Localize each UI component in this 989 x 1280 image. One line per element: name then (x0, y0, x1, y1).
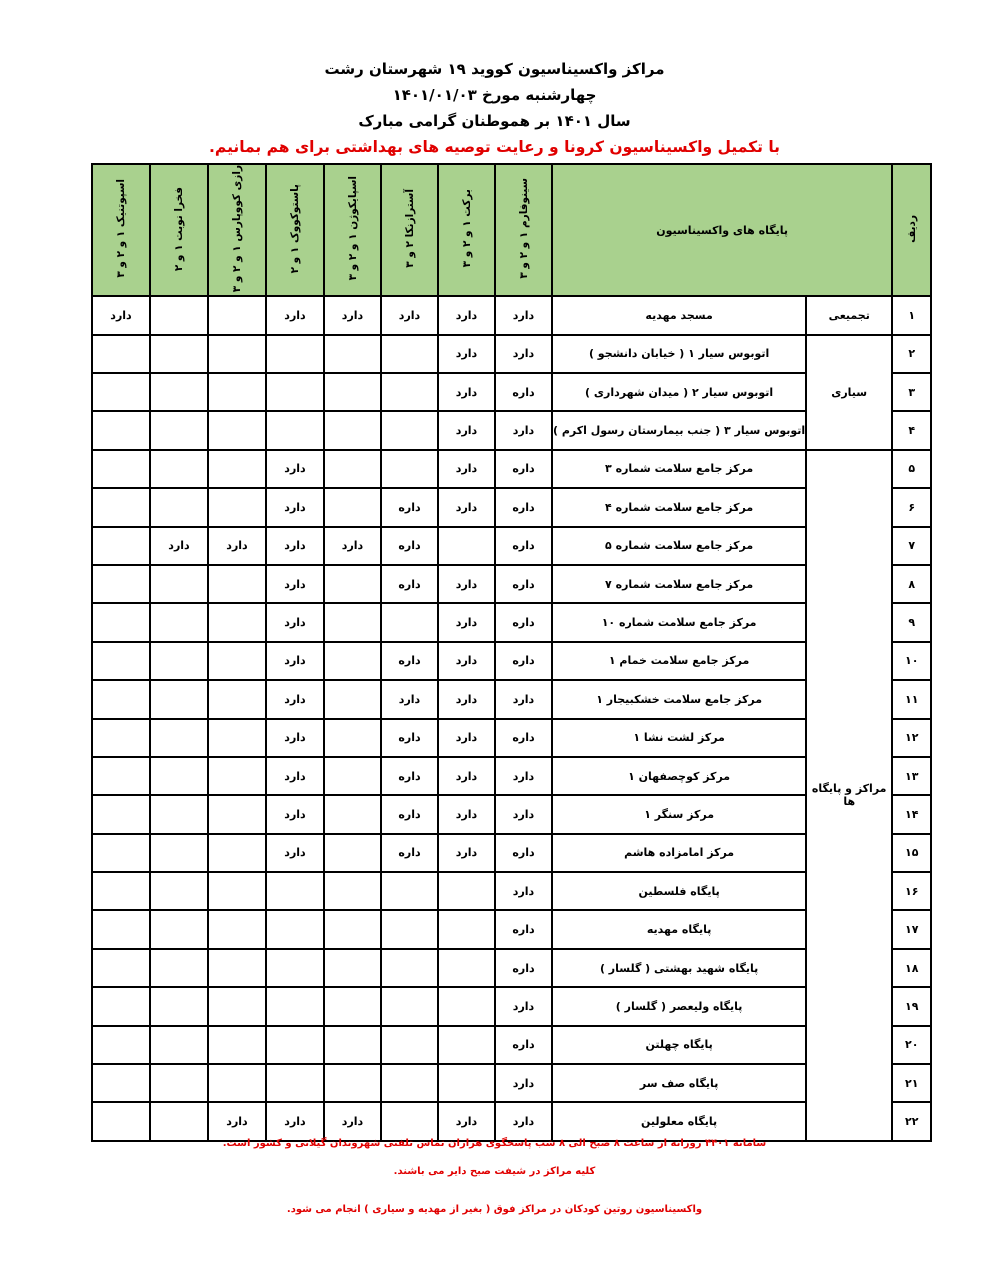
vaccine-availability-cell: داره (495, 642, 552, 680)
vaccine-availability-cell (150, 795, 208, 833)
table-row (92, 910, 931, 948)
vaccine-availability-cell (324, 680, 381, 718)
header-vaccine: فخرا نوبت ۱ و ۲ (150, 164, 208, 296)
vaccine-availability-cell (208, 872, 266, 910)
vaccine-availability-cell: داره (495, 527, 552, 565)
vaccine-availability-cell: داره (381, 757, 438, 795)
vaccine-availability-cell (150, 719, 208, 757)
vaccine-availability-cell (208, 296, 266, 334)
header-vaccine: اسپوتنیک ۱ و ۲ و ۳ (92, 164, 150, 296)
vaccine-availability-cell: دارد (495, 335, 552, 373)
vaccine-availability-cell (266, 411, 324, 449)
vaccine-availability-cell (92, 1026, 150, 1064)
vaccine-availability-cell: دارد (438, 335, 495, 373)
vaccine-availability-cell (324, 373, 381, 411)
vaccine-availability-cell (381, 1102, 438, 1140)
header-vaccine: رازی کووپارس ۱ و ۲ و ۳ (208, 164, 266, 296)
vaccine-availability-cell (208, 488, 266, 526)
vaccine-availability-cell (150, 411, 208, 449)
vaccine-availability-cell: داره (495, 1026, 552, 1064)
title-slogan: با تکمیل واکسیناسیون کرونا و رعایت توصیه های بهداشتی برای هم بمانیم. (209, 138, 780, 156)
vaccination-centers-table (91, 163, 932, 1142)
vaccine-availability-cell (92, 642, 150, 680)
vaccine-availability-cell: دارد (438, 642, 495, 680)
vaccine-availability-cell: داره (495, 450, 552, 488)
vaccine-availability-cell: دارد (495, 411, 552, 449)
vaccine-availability-cell (92, 1102, 150, 1140)
group-label: تجمیعی (806, 296, 892, 334)
vaccine-availability-cell (324, 603, 381, 641)
vaccine-availability-cell (150, 603, 208, 641)
table-row (92, 1102, 931, 1140)
table-row (92, 757, 931, 795)
vaccine-availability-cell: دارد (266, 1102, 324, 1140)
table-row (92, 373, 931, 411)
vaccine-availability-cell (92, 565, 150, 603)
vaccine-availability-cell: دارد (381, 296, 438, 334)
row-index: ۲۲ (892, 1102, 931, 1140)
row-index: ۸ (892, 565, 931, 603)
center-name: مرکز سنگر ۱ (552, 795, 806, 833)
vaccine-availability-cell (381, 450, 438, 488)
vaccine-availability-cell (150, 757, 208, 795)
vaccine-availability-cell: داره (495, 373, 552, 411)
vaccine-availability-cell: دارد (438, 296, 495, 334)
table-row (92, 987, 931, 1025)
vaccine-availability-cell: دارد (266, 565, 324, 603)
vaccine-availability-cell (324, 872, 381, 910)
footer-note-children: واکسیناسیون روتین کودکان در مراکز فوق ( بغیر از مهدیه و سیاری ) انجام می شود. (286, 1204, 703, 1215)
row-index: ۱۴ (892, 795, 931, 833)
vaccine-availability-cell: دارد (495, 1102, 552, 1140)
vaccine-availability-cell (208, 987, 266, 1025)
footer-note-shift: کلیه مراکز در شیفت صبح دایر می باشند. (393, 1166, 596, 1177)
vaccine-availability-cell (381, 1026, 438, 1064)
table-row (92, 450, 931, 488)
vaccine-availability-cell: داره (495, 565, 552, 603)
vaccine-availability-cell: دارد (438, 411, 495, 449)
vaccine-availability-cell: داره (381, 834, 438, 872)
vaccine-availability-cell (208, 1064, 266, 1102)
vaccine-availability-cell (438, 949, 495, 987)
vaccine-availability-cell (208, 373, 266, 411)
vaccine-availability-cell (150, 1026, 208, 1064)
vaccine-availability-cell (208, 450, 266, 488)
vaccine-availability-cell: دارد (438, 488, 495, 526)
vaccine-availability-cell (324, 987, 381, 1025)
vaccine-availability-cell (266, 949, 324, 987)
table-row (92, 1026, 931, 1064)
center-name: مرکز جامع سلامت شماره ۷ (552, 565, 806, 603)
center-name: مرکز جامع سلامت شماره ۵ (552, 527, 806, 565)
vaccine-availability-cell (438, 910, 495, 948)
vaccine-availability-cell (324, 1064, 381, 1102)
center-name: مسجد مهدیه (552, 296, 806, 334)
vaccine-availability-cell: دارد (495, 1064, 552, 1102)
vaccine-availability-cell (324, 488, 381, 526)
vaccine-availability-cell (92, 872, 150, 910)
vaccine-availability-cell (324, 565, 381, 603)
center-name: پایگاه معلولین (552, 1102, 806, 1140)
row-index: ۳ (892, 373, 931, 411)
vaccine-availability-cell (324, 834, 381, 872)
vaccine-availability-cell (208, 1026, 266, 1064)
vaccine-availability-cell (381, 411, 438, 449)
vaccine-availability-cell: دارد (324, 527, 381, 565)
vaccine-availability-cell: دارد (266, 296, 324, 334)
center-name: پایگاه چهلتن (552, 1026, 806, 1064)
vaccine-availability-cell (324, 795, 381, 833)
group-label: سیاری (806, 335, 892, 450)
vaccine-availability-cell (92, 488, 150, 526)
vaccine-availability-cell (208, 795, 266, 833)
vaccine-availability-cell (150, 987, 208, 1025)
vaccine-availability-cell: دارد (495, 795, 552, 833)
row-index: ۱۲ (892, 719, 931, 757)
center-name: مرکز جامع سلامت خمام ۱ (552, 642, 806, 680)
center-name: پایگاه ولیعصر ( گلسار ) (552, 987, 806, 1025)
vaccine-availability-cell (92, 603, 150, 641)
table-row (92, 872, 931, 910)
vaccine-availability-cell (208, 949, 266, 987)
vaccine-availability-cell: داره (381, 795, 438, 833)
row-index: ۹ (892, 603, 931, 641)
center-name: اتوبوس سیار ۲ ( میدان شهرداری ) (552, 373, 806, 411)
header-index: ردیف (892, 164, 931, 296)
vaccine-availability-cell (92, 527, 150, 565)
vaccine-availability-cell (150, 949, 208, 987)
center-name: مرکز جامع سلامت خشکبیجار ۱ (552, 680, 806, 718)
row-index: ۲۱ (892, 1064, 931, 1102)
table-row (92, 565, 931, 603)
table-row (92, 949, 931, 987)
vaccine-availability-cell: دارد (438, 757, 495, 795)
vaccine-availability-cell (150, 910, 208, 948)
vaccine-availability-cell (324, 910, 381, 948)
row-index: ۱۰ (892, 642, 931, 680)
vaccine-availability-cell (381, 1064, 438, 1102)
vaccine-availability-cell (381, 603, 438, 641)
vaccine-availability-cell: دارد (266, 603, 324, 641)
vaccine-availability-cell (92, 680, 150, 718)
center-name: مرکز لشت نشا ۱ (552, 719, 806, 757)
vaccine-availability-cell (381, 872, 438, 910)
vaccine-availability-cell (92, 1064, 150, 1102)
table-row (92, 642, 931, 680)
vaccine-availability-cell (266, 373, 324, 411)
vaccine-availability-cell (150, 335, 208, 373)
vaccine-availability-cell (324, 757, 381, 795)
vaccine-availability-cell (438, 987, 495, 1025)
vaccine-availability-cell: دارد (495, 872, 552, 910)
vaccine-availability-cell: داره (381, 719, 438, 757)
vaccine-availability-cell: داره (495, 488, 552, 526)
center-name: اتوبوس سیار ۳ ( جنب بیمارستان رسول اکرم ) (552, 411, 806, 449)
vaccine-availability-cell (266, 335, 324, 373)
vaccine-availability-cell (92, 757, 150, 795)
vaccine-availability-cell: دارد (438, 373, 495, 411)
vaccine-availability-cell (208, 834, 266, 872)
vaccine-availability-cell (324, 1026, 381, 1064)
vaccine-availability-cell (150, 642, 208, 680)
center-name: مرکز جامع سلامت شماره ۴ (552, 488, 806, 526)
title-date: چهارشنبه مورخ ۱۴۰۱/۰۱/۰۳ (392, 86, 597, 104)
vaccine-availability-cell (208, 757, 266, 795)
vaccine-availability-cell: دارد (438, 834, 495, 872)
row-index: ۱۱ (892, 680, 931, 718)
vaccine-availability-cell (381, 910, 438, 948)
vaccine-availability-cell: دارد (381, 680, 438, 718)
vaccine-availability-cell: دارد (266, 719, 324, 757)
vaccine-availability-cell (208, 603, 266, 641)
vaccine-availability-cell (92, 949, 150, 987)
footer-note-hotline: سامانه ۴۴۰۱ روزانه از ساعت ۸ صبح الی ۸ شب پاسخگوی هزاران تماس تلفنی شهروندان گیلانی و کشور است. (222, 1138, 767, 1149)
vaccine-availability-cell (150, 488, 208, 526)
vaccine-availability-cell (266, 872, 324, 910)
center-name: پایگاه فلسطین (552, 872, 806, 910)
vaccine-availability-cell (92, 335, 150, 373)
row-index: ۵ (892, 450, 931, 488)
vaccine-availability-cell: داره (381, 642, 438, 680)
vaccine-availability-cell: دارد (495, 296, 552, 334)
vaccine-availability-cell (438, 1064, 495, 1102)
vaccine-availability-cell: داره (381, 488, 438, 526)
header-vaccine: پاستوکووک ۱ و ۲ (266, 164, 324, 296)
center-name: پایگاه مهدیه (552, 910, 806, 948)
vaccine-availability-cell: دارد (266, 834, 324, 872)
row-index: ۴ (892, 411, 931, 449)
table-row (92, 795, 931, 833)
vaccine-availability-cell: دارد (438, 603, 495, 641)
vaccine-availability-cell: دارد (150, 527, 208, 565)
vaccine-availability-cell (266, 1064, 324, 1102)
center-name: مرکز جامع سلامت شماره ۳ (552, 450, 806, 488)
table-row (92, 680, 931, 718)
vaccine-availability-cell (150, 1064, 208, 1102)
vaccine-availability-cell (92, 450, 150, 488)
table-row (92, 603, 931, 641)
vaccine-availability-cell (150, 296, 208, 334)
vaccine-availability-cell: دارد (266, 680, 324, 718)
row-index: ۲ (892, 335, 931, 373)
vaccine-availability-cell (150, 373, 208, 411)
vaccine-availability-cell (381, 949, 438, 987)
center-name: اتوبوس سیار ۱ ( خیابان دانشجو ) (552, 335, 806, 373)
vaccine-availability-cell (324, 450, 381, 488)
row-index: ۱۶ (892, 872, 931, 910)
vaccine-availability-cell: دارد (266, 488, 324, 526)
vaccine-availability-cell (208, 680, 266, 718)
vaccine-availability-cell (150, 1102, 208, 1140)
vaccine-availability-cell (150, 680, 208, 718)
vaccine-availability-cell (438, 1026, 495, 1064)
vaccine-availability-cell (150, 834, 208, 872)
vaccine-availability-cell (438, 527, 495, 565)
vaccine-availability-cell (92, 719, 150, 757)
row-index: ۱۹ (892, 987, 931, 1025)
vaccine-availability-cell (266, 987, 324, 1025)
vaccine-availability-cell (92, 411, 150, 449)
center-name: پایگاه صف سر (552, 1064, 806, 1102)
center-name: مرکز امامزاده هاشم (552, 834, 806, 872)
vaccine-availability-cell (92, 987, 150, 1025)
vaccine-availability-cell: داره (495, 949, 552, 987)
vaccine-availability-cell: دارد (92, 296, 150, 334)
vaccine-availability-cell: داره (381, 527, 438, 565)
vaccine-availability-cell: داره (381, 565, 438, 603)
header-vaccine: برکت ۱ و ۲ و ۳ (438, 164, 495, 296)
vaccine-availability-cell (324, 642, 381, 680)
table-row (92, 834, 931, 872)
row-index: ۲۰ (892, 1026, 931, 1064)
vaccine-availability-cell (266, 1026, 324, 1064)
header-vaccine: سینوفارم ۱ و ۲ و ۳ (495, 164, 552, 296)
vaccine-availability-cell (324, 411, 381, 449)
vaccine-availability-cell (208, 565, 266, 603)
row-index: ۱۳ (892, 757, 931, 795)
table-row (92, 335, 931, 373)
vaccine-availability-cell (324, 719, 381, 757)
vaccine-availability-cell: دارد (438, 795, 495, 833)
vaccine-availability-cell: دارد (266, 450, 324, 488)
vaccine-availability-cell: دارد (266, 642, 324, 680)
center-name: مرکز جامع سلامت شماره ۱۰ (552, 603, 806, 641)
vaccine-availability-cell: دارد (438, 450, 495, 488)
vaccine-availability-cell (266, 910, 324, 948)
vaccine-availability-cell (92, 373, 150, 411)
row-index: ۱۵ (892, 834, 931, 872)
table-row (92, 1064, 931, 1102)
center-name: مرکز کوچصفهان ۱ (552, 757, 806, 795)
vaccine-availability-cell (208, 719, 266, 757)
vaccine-availability-cell: دارد (266, 757, 324, 795)
vaccine-availability-cell: دارد (438, 719, 495, 757)
table-row (92, 411, 931, 449)
table-row (92, 527, 931, 565)
vaccine-availability-cell: داره (495, 834, 552, 872)
vaccine-availability-cell: دارد (438, 1102, 495, 1140)
vaccine-availability-cell (208, 910, 266, 948)
header-vaccine: آسترازنکا ۲ و ۳ (381, 164, 438, 296)
vaccine-availability-cell (438, 872, 495, 910)
vaccine-availability-cell (150, 872, 208, 910)
vaccine-availability-cell (92, 795, 150, 833)
vaccine-availability-cell (381, 335, 438, 373)
header-place: پایگاه های واکسیناسیون (552, 164, 892, 296)
vaccine-availability-cell: دارد (495, 757, 552, 795)
vaccine-availability-cell: دارد (324, 296, 381, 334)
row-index: ۱۸ (892, 949, 931, 987)
row-index: ۶ (892, 488, 931, 526)
vaccine-availability-cell: داره (495, 910, 552, 948)
vaccine-availability-cell (324, 335, 381, 373)
vaccine-availability-cell: دارد (438, 565, 495, 603)
group-label: مراکز و پایگاه ها (806, 450, 892, 1141)
vaccine-availability-cell (208, 411, 266, 449)
vaccine-availability-cell: دارد (495, 987, 552, 1025)
vaccine-availability-cell: داره (495, 719, 552, 757)
vaccine-availability-cell: دارد (438, 680, 495, 718)
table-row (92, 719, 931, 757)
row-index: ۷ (892, 527, 931, 565)
vaccine-availability-cell (92, 910, 150, 948)
vaccine-availability-cell: دارد (208, 1102, 266, 1140)
vaccine-availability-cell (324, 949, 381, 987)
document-header (0, 56, 989, 160)
vaccine-availability-cell: دارد (495, 680, 552, 718)
vaccine-availability-cell: دارد (266, 795, 324, 833)
vaccine-availability-cell: داره (495, 603, 552, 641)
vaccine-availability-cell (208, 642, 266, 680)
vaccine-availability-cell (150, 565, 208, 603)
row-index: ۱۷ (892, 910, 931, 948)
title-greeting: سال ۱۴۰۱ بر هموطنان گرامی مبارک (358, 112, 631, 130)
table-row (92, 296, 931, 334)
title-main: مراکز واکسیناسیون کووید ۱۹ شهرستان رشت (324, 60, 665, 78)
vaccine-availability-cell: دارد (324, 1102, 381, 1140)
center-name: پایگاه شهید بهشتی ( گلسار ) (552, 949, 806, 987)
vaccine-availability-cell (150, 450, 208, 488)
vaccine-availability-cell (92, 834, 150, 872)
vaccine-availability-cell (381, 987, 438, 1025)
vaccine-availability-cell (208, 335, 266, 373)
table-header-row (92, 164, 931, 296)
vaccine-availability-cell (381, 373, 438, 411)
table-row (92, 488, 931, 526)
header-vaccine: اسپایکوژن ۱ و ۲ و ۳ (324, 164, 381, 296)
vaccine-availability-cell: دارد (208, 527, 266, 565)
row-index: ۱ (892, 296, 931, 334)
vaccine-availability-cell: دارد (266, 527, 324, 565)
